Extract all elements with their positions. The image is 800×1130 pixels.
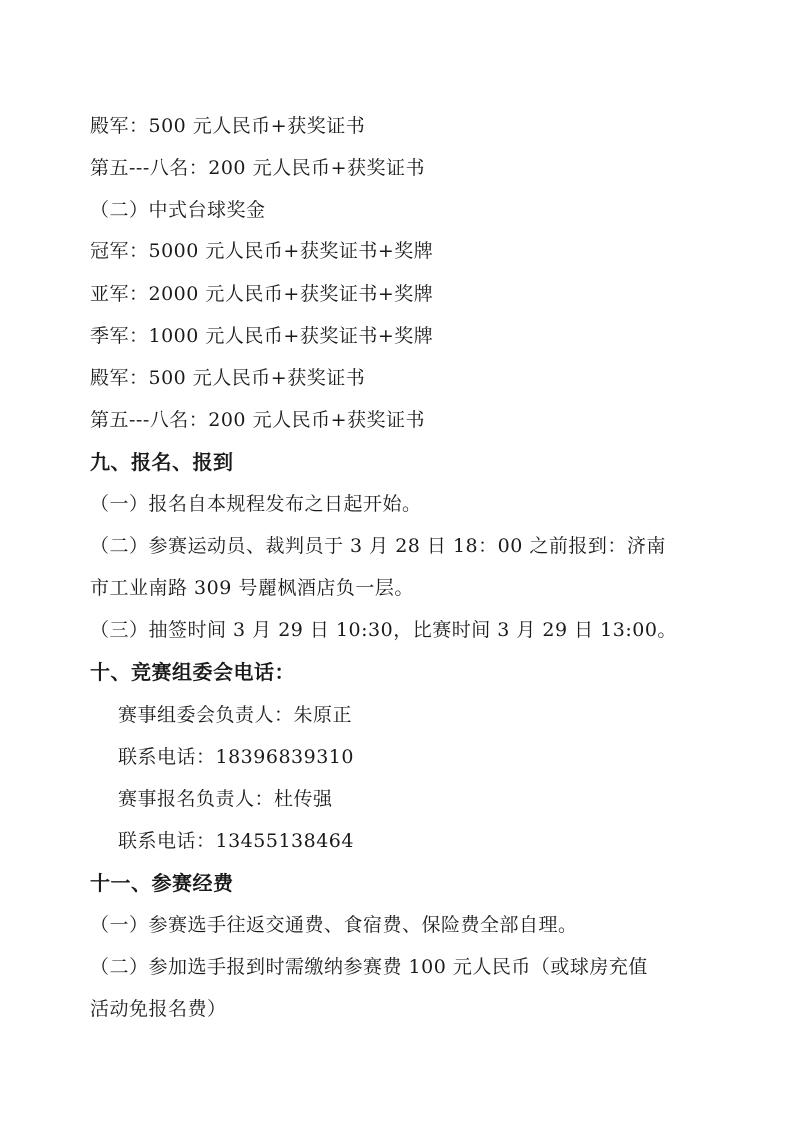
section11-item1: （一）参赛选手往返交通费、食宿费、保险费全部自理。 [90, 914, 578, 936]
chinese-billiards-title: （二）中式台球奖金 [90, 199, 266, 221]
cb-champion: 冠军：5000 元人民币+获奖证书+奖牌 [90, 240, 434, 262]
prize-fifth-eighth: 第五---八名：200 元人民币+获奖证书 [90, 157, 425, 179]
section10-heading: 十、竞赛组委会电话： [90, 660, 295, 684]
contact2-phone: 联系电话：13455138464 [118, 830, 354, 852]
section9-item3: （三）抽签时间 3 月 29 日 10:30，比赛时间 3 月 29 日 13:00。 [90, 619, 677, 641]
contact2-name: 赛事报名负责人：杜传强 [118, 788, 333, 810]
section9-item2-line1: （二）参赛运动员、裁判员于 3 月 28 日 18：00 之前报到：济南 [90, 535, 666, 557]
cb-runner-up: 亚军：2000 元人民币+获奖证书+奖牌 [90, 283, 434, 305]
section11-heading: 十一、参赛经费 [90, 871, 234, 895]
cb-fourth: 殿军：500 元人民币+获奖证书 [90, 367, 366, 389]
cb-fifth-eighth: 第五---八名：200 元人民币+获奖证书 [90, 409, 425, 431]
cb-third: 季军：1000 元人民币+获奖证书+奖牌 [90, 325, 434, 347]
section9-item2-line2: 市工业南路 309 号麗枫酒店负一层。 [90, 577, 414, 599]
section11-item2-line2: 活动免报名费） [90, 998, 227, 1020]
section11-item2-line1: （二）参加选手报到时需缴纳参赛费 100 元人民币（或球房充值 [90, 956, 648, 978]
section9-heading: 九、报名、报到 [90, 450, 234, 474]
contact1-name: 赛事组委会负责人：朱原正 [118, 704, 353, 726]
prize-fourth: 殿军：500 元人民币+获奖证书 [90, 115, 366, 137]
contact1-phone: 联系电话：18396839310 [118, 746, 354, 768]
section9-item1: （一）报名自本规程发布之日起开始。 [90, 493, 422, 515]
